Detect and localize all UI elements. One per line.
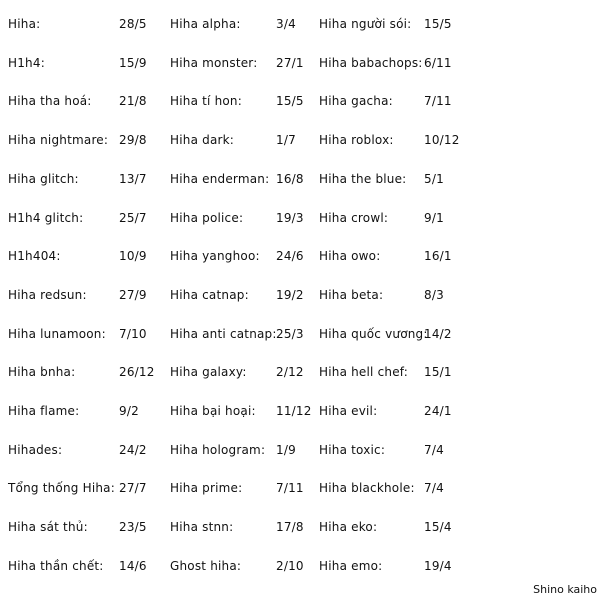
entry-name: Hiha sát thủ: <box>8 520 88 535</box>
entry-date: 25/7 <box>119 210 147 225</box>
list-row <box>0 169 601 189</box>
entry-name: Hiha yanghoo: <box>170 249 260 264</box>
entry-date: 15/4 <box>424 520 452 535</box>
entry-date: 10/12 <box>424 133 460 148</box>
entry-date: 2/10 <box>276 558 304 573</box>
entry-name: Hiha emo: <box>319 558 383 573</box>
entry-date: 16/8 <box>276 171 304 186</box>
entry-name: Hiha dark: <box>170 133 235 148</box>
list-row <box>0 130 601 150</box>
entry-date: 17/8 <box>276 520 304 535</box>
entry-name: Hiha hell chef: <box>319 365 409 380</box>
entry-date: 19/2 <box>276 287 304 302</box>
entry-name: Hiha owo: <box>319 249 381 264</box>
entry-date: 1/7 <box>276 133 296 148</box>
entry-name: Hiha bại hoại: <box>170 404 256 418</box>
entry-name: H1h4: <box>8 55 45 70</box>
signature: Shino kaiho <box>533 583 597 596</box>
entry-date: 7/10 <box>119 326 147 341</box>
entry-date: 26/12 <box>119 365 155 380</box>
list-row <box>0 401 601 421</box>
entry-date: 27/7 <box>119 481 147 496</box>
entry-name: Hiha prime: <box>170 481 243 496</box>
entry-name: Hiha the blue: <box>319 171 407 186</box>
entry-date: 14/6 <box>119 558 147 573</box>
entry-name: Hiha flame: <box>8 404 80 418</box>
entry-date: 9/1 <box>424 210 444 225</box>
list-row <box>0 324 601 344</box>
entry-date: 10/9 <box>119 249 147 264</box>
list-row <box>0 208 601 228</box>
entry-date: 7/4 <box>424 481 444 496</box>
entry-name: Hiha galaxy: <box>170 365 247 380</box>
entry-date: 24/6 <box>276 249 304 264</box>
entry-name: Hiha roblox: <box>319 133 394 148</box>
entry-date: 7/11 <box>424 94 452 109</box>
entry-name: Hiha babachops: <box>319 55 423 70</box>
entry-name: Hiha bnha: <box>8 365 76 380</box>
entry-date: 2/12 <box>276 365 304 380</box>
entry-name: Ghost hiha: <box>170 558 242 573</box>
list-row <box>0 285 601 305</box>
list-row <box>0 246 601 266</box>
entry-date: 28/5 <box>119 17 147 31</box>
entry-date: 14/2 <box>424 326 452 341</box>
list-row <box>0 14 601 34</box>
entry-name: Hiha hologram: <box>170 442 266 457</box>
entry-name: H1h4 glitch: <box>8 210 84 225</box>
entry-name: Hiha eko: <box>319 520 378 535</box>
entry-date: 1/9 <box>276 442 296 457</box>
entry-name: Hiha stnn: <box>170 520 234 535</box>
entry-name: Hiha catnap: <box>170 287 249 302</box>
entry-date: 19/3 <box>276 210 304 225</box>
entry-name: Hiha: <box>8 17 41 31</box>
entry-name: Hiha nightmare: <box>8 133 109 148</box>
entry-date: 15/5 <box>424 17 452 31</box>
entry-date: 7/4 <box>424 442 444 457</box>
entry-date: 5/1 <box>424 171 444 186</box>
entry-date: 6/11 <box>424 55 452 70</box>
entry-date: 16/1 <box>424 249 452 264</box>
entry-name: Hiha beta: <box>319 287 384 302</box>
entry-name: Hiha alpha: <box>170 17 241 31</box>
entry-date: 29/8 <box>119 133 147 148</box>
entry-name: Hiha thần chết: <box>8 558 104 573</box>
entry-date: 19/4 <box>424 558 452 573</box>
entry-date: 8/3 <box>424 287 444 302</box>
entry-date: 13/7 <box>119 171 147 186</box>
entry-name: Hiha anti catnap: <box>170 326 277 341</box>
entry-name: Hiha quốc vương: <box>319 326 428 341</box>
entry-date: 27/9 <box>119 287 147 302</box>
list-row <box>0 91 601 111</box>
list-row <box>0 517 601 537</box>
entry-name: Hiha gacha: <box>319 94 393 109</box>
entry-date: 15/9 <box>119 55 147 70</box>
entry-name: Hiha lunamoon: <box>8 326 106 341</box>
entry-date: 11/12 <box>276 404 312 418</box>
entry-date: 7/11 <box>276 481 304 496</box>
entry-date: 9/2 <box>119 404 139 418</box>
entry-name: H1h404: <box>8 249 61 264</box>
entry-name: Hiha blackhole: <box>319 481 415 496</box>
list-row <box>0 440 601 460</box>
list-row <box>0 556 601 576</box>
entry-name: Hiha tha hoá: <box>8 94 92 109</box>
entry-date: 24/2 <box>119 442 147 457</box>
entry-date: 21/8 <box>119 94 147 109</box>
entry-name: Hiha police: <box>170 210 244 225</box>
list-row <box>0 478 601 498</box>
entry-date: 23/5 <box>119 520 147 535</box>
entry-name: Hiha glitch: <box>8 171 79 186</box>
entry-date: 27/1 <box>276 55 304 70</box>
list-row <box>0 53 601 73</box>
entry-date: 15/1 <box>424 365 452 380</box>
entry-name: Tổng thống Hiha: <box>8 481 115 496</box>
entry-name: Hiha redsun: <box>8 287 87 302</box>
entry-name: Hiha monster: <box>170 55 258 70</box>
list-row <box>0 362 601 382</box>
entry-name: Hihades: <box>8 442 63 457</box>
entry-date: 25/3 <box>276 326 304 341</box>
entry-date: 3/4 <box>276 17 296 31</box>
entry-name: Hiha crowl: <box>319 210 389 225</box>
entry-name: Hiha toxic: <box>319 442 386 457</box>
entry-date: 15/5 <box>276 94 304 109</box>
entry-name: Hiha tí hon: <box>170 94 242 109</box>
entry-name: Hiha người sói: <box>319 17 412 31</box>
entry-date: 24/1 <box>424 404 452 418</box>
entry-name: Hiha enderman: <box>170 171 270 186</box>
entry-name: Hiha evil: <box>319 404 378 418</box>
